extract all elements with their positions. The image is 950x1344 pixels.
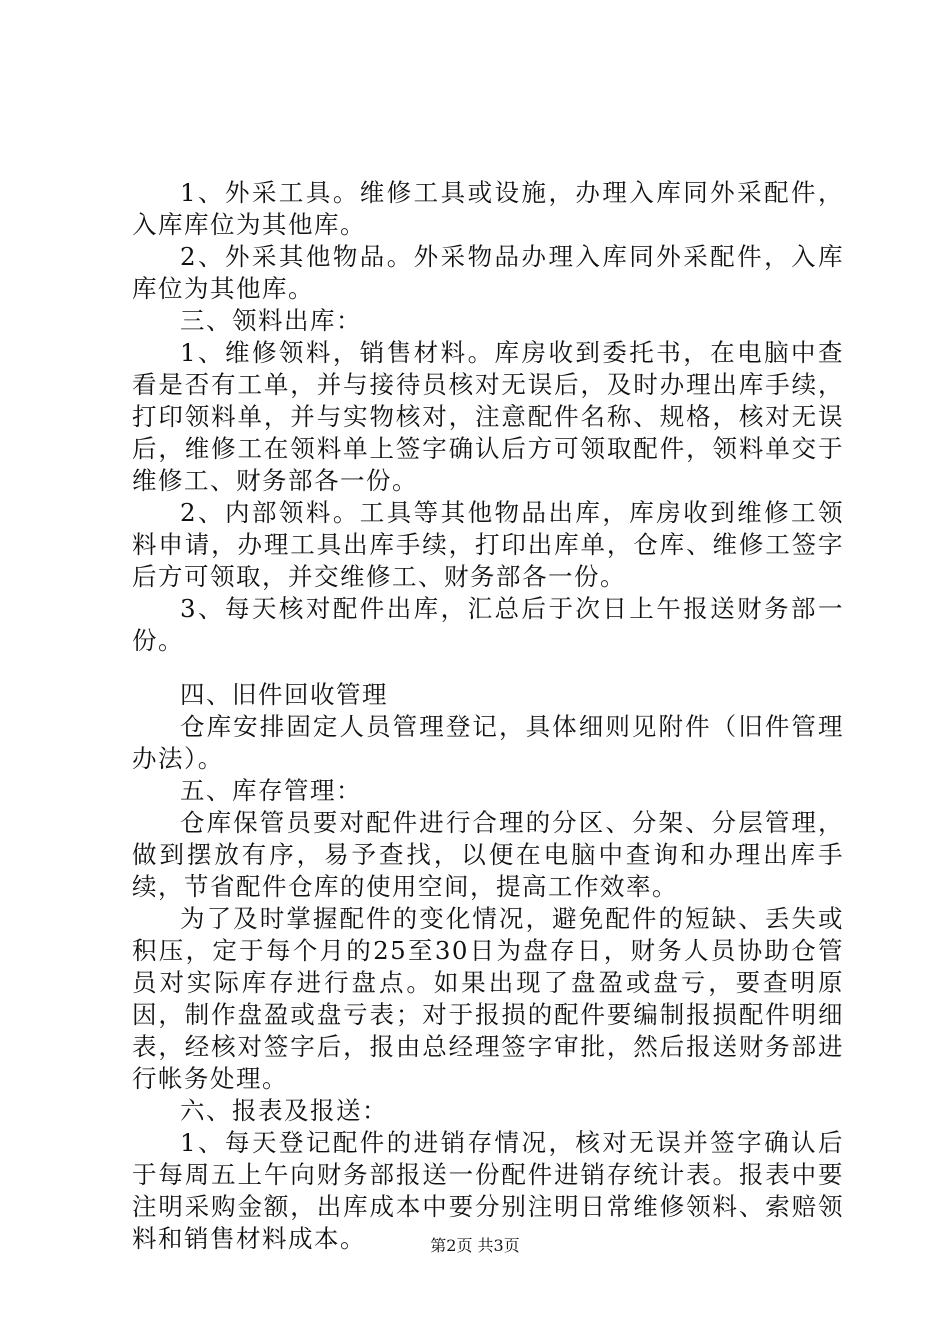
paragraph-outsourced-tools: 1、外采工具。维修工具或设施，办理入库同外采配件，入库库位为其他库。: [132, 178, 844, 239]
paragraph-daily-registration: 1、每天登记配件的进销存情况，核对无误并签字确认后于每周五上午向财务部报送一份配件进销存统计表。报表中要注明采购金额，出库成本中要分别注明日常维修领料、索赔领料和销售材料成本。: [132, 1128, 844, 1253]
section-heading-material-issue: 三、领料出库：: [180, 306, 362, 335]
paragraph-internal-requisition: 2、内部领料。工具等其他物品出库，库房收到维修工领料申请，办理工具出库手续，打印出库单，仓库、维修工签字后方可领取，并交维修工、财务部各一份。: [132, 498, 844, 591]
paragraph-used-parts-registration: 仓库安排固定人员管理登记，具体细则见附件（旧件管理办法）。: [132, 712, 844, 773]
section-heading-reports: 六、报表及报送：: [180, 1096, 388, 1125]
paragraph-outsourced-other-items: 2、外采其他物品。外采物品办理入库同外采配件，入库库位为其他库。: [132, 242, 844, 303]
section-heading-inventory: 五、库存管理：: [180, 776, 362, 805]
page-number-footer: 第2页 共3页: [430, 1236, 520, 1255]
paragraph-stocktaking: 为了及时掌握配件的变化情况，避免配件的短缺、丢失或积压，定于每个月的25至30日为盘存日，财务人员协助仓管员对实际库存进行盘点。如果出现了盘盈或盘亏，要查明原因，制作盘盈或盘亏表；对于报损的配件要编制报损配件明细表，经核对签字后，报由总经理签字审批，然后报送财务部进行帐务处理。: [132, 904, 844, 1093]
paragraph-inventory-organization: 仓库保管员要对配件进行合理的分区、分架、分层管理，做到摆放有序，易予查找，以便在电脑中查询和办理出库手续，节省配件仓库的使用空间，提高工作效率。: [132, 808, 844, 901]
document-body: [132, 177, 844, 1255]
paragraph-daily-check: 3、每天核对配件出库，汇总后于次日上午报送财务部一份。: [132, 594, 844, 655]
section-heading-used-parts: 四、旧件回收管理: [180, 680, 388, 709]
paragraph-repair-requisition: 1、维修领料，销售材料。库房收到委托书，在电脑中查看是否有工单，并与接待员核对无误后，及时办理出库手续，打印领料单，并与实物核对，注意配件名称、规格，核对无误后，维修工在领料单上签字确认后方可领取配件，领料单交于维修工、财务部各一份。: [132, 338, 844, 495]
